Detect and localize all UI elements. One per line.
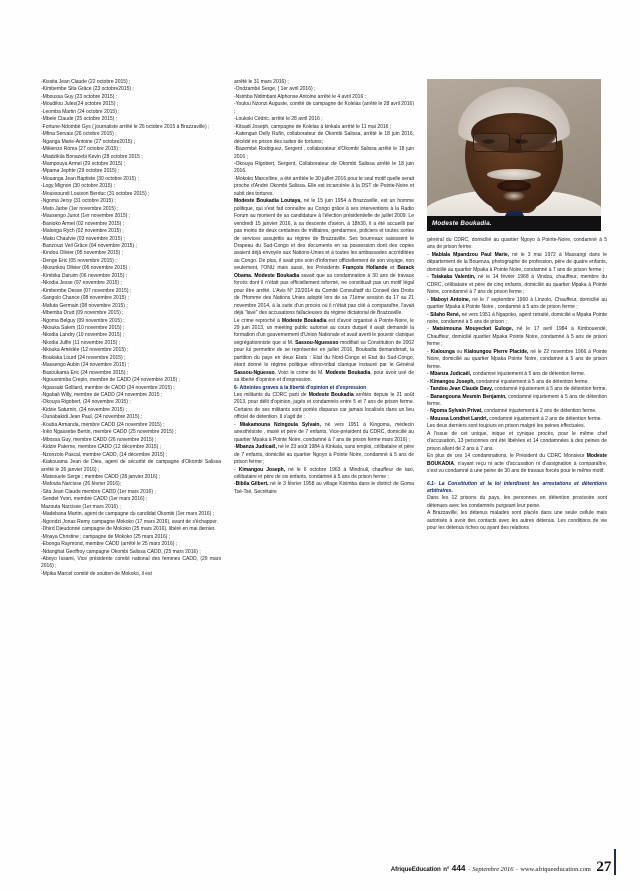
section-6-1-heading: 6.1- La Constitution et la loi interdisent les arrestations et détentions arbitraires. [427,480,607,494]
list-item: -Aboyo Issami, Vice présidente comité national des femmes CADD, (29 mars 2016) ; [41,556,221,570]
list-item: -Boukaka Lourd (24 novembre 2015) ; [41,354,126,361]
list-item: -Kidzie Saturnin, (24 novembre 2015) ; [41,406,127,413]
list-item: -Mokoko Marcelline, a été arrêtée le 30 juillet 2016 pour le seul motif quelle serait proche d'André Okombi Salissa. Elle est incarcérée à la DST de Pointe-Noire et subit des tortures. [234,175,414,197]
article-columns [41,79,607,851]
list-item: -Kimbembe Sita Grâce (23 octobre2015) ; [41,86,134,93]
list-item: -Ngouonimba Crepin, membre de CADD (24 novembre 2015) ; [41,377,180,384]
list-item: -Bazembé Rodriguez, Sergent , collaborateur d'Okombi Salissa arrêté le 18 juin 2016 ; [234,146,414,160]
bold-name: Modeste Boukadia [281,317,327,324]
militant-entry: - Tsiakaka Valentin, né le 14 février 1968 à Vindza, chauffeur, membre du CDRC, célibataire et père de cinq enfants, domicilié au quartier Mpaka à Pointe Noire, conndamné à 7 ans de prison ferme ; [427,274,607,296]
footer-publication: AfriqueEducation [390,866,441,873]
list-item: -Nkounkou Olivier (06 novembre 2015) ; [41,265,130,272]
closing-paragraph-3: En plus de ces 14 condamnations, le Président du CDRC Monsieur Modeste BOUKADIA, n'ayant reçu ni acte d'accusation ni d'assignation à comparaître, s'est vu condamné à une peine de 30 ans de travaux forcés pour le même motif. [427,453,607,475]
list-item: -Ngassaki Golliard, membre de CADD (24 novembre 2015) ; [41,384,175,391]
list-item: -Ngoma Belguy (09 novembre 2015) ; [41,317,125,324]
list-item: arrêté le 31 mars 2016) ; [234,79,289,85]
photo-caption: Modeste Boukadia. [432,219,492,227]
photo-chin-beard [503,191,525,201]
footer-sep-1: - [467,867,470,873]
bold-name: Barack Obama. Modeste Boukadia [234,265,414,279]
list-item: -Okouya Rigobert, Sergent, Collaborateur de Okombi Salissa arrêté le 18 juin 2016. [234,160,414,175]
list-item: -Massengo Junot (1er novembre 2015) ; [41,213,131,220]
list-item: -Ondzambé Serge, ( 1er avril 2016) ; [234,86,316,93]
list-item: -Mpama Jephte (29 octobre 2015) ; [41,168,120,175]
list-item: -Mbossa Guy, membre CADD (26 novembre 2015) ; [41,436,157,443]
list-item: -Ngabali Willy, membre de CADD (24 novembre 2015 ; [41,392,163,399]
photo-caption-bar [427,216,601,231]
photo-lens-left [473,133,510,152]
list-item: -Sendet Yvon, membre CADD (1er mars 2016) ; [41,496,148,503]
bold-name: Ngoma Sylvain Privat, [430,408,483,415]
list-item: -Kouba Armanda, membre CADD (24 novembre 2015) ; [41,421,165,428]
militant-entry: - Moussa Londhet Landri, condamné injustement à 2 ans de détention ferme. [427,415,602,422]
section-6-1-paragraph-2: A Brazzaville, les détenus malades sont placés dans une seule cellule mais autorisés à avoir des contacts avec les autres détenus. Les conditions de vie pour les détenus riches ou ayant des relations [427,510,607,532]
list-item: -Moussoundi Louison Berduc (31 octobre 2015) ; [41,190,150,197]
list-item: -Ngoma Jersy (31 octobre 2015) ; [41,198,116,205]
footer-page-number: 27 [596,859,612,875]
list-item: -Dhird Dieudonné campagne de Mokoko (25 mars 2016), libéré en mai dernier. [41,526,216,533]
list-item: -Banzouzi Veil Grâce (04 novembre 2015) ; [41,242,137,249]
bold-name: Kimangou Joseph, [430,378,475,385]
militant-entry: -Mbanza Judicaël, né le 23 août 1984 à Kinkala, sans emploi, célibataire et père de 7 enfants, domicilié au quartier Ngoyo à Pointe Noire, condamné à 5 ans de prison ferme ; [234,444,414,466]
bold-name: Tandou Jean Claude Davy, [430,386,493,393]
boukadia-crime-paragraph: Le crime reproché à Modeste Boukadia est d'avoir organisé à Pointe-Noire, le 29 juin 2013, un meeting public autorisé au cours duquel il avait demandé la formation d'un gouvernement d'Union Nationale et avait averti le pouvoir clanique ségrégationniste que si M. Sassou-Nguessso modifiait sa Constitution de 2002 pour lui permettre de se représenter en juillet 2016, Boukadia demanderait, la partition du pays en deux Etats : Etat du Nord-Congo et Etat du Sud-Congo, étant donné le régime politique ethno-tribal clanique instauré par le Général Sassou-Nguesso. Voici le crime de M. Modeste Boukadia, pour avoir usé de sa liberté d'opinion et d'expression. [234,317,414,384]
list-item: -Nkouka Salem (10 novembre 2015) ; [41,324,125,331]
portrait-photo [427,79,601,231]
list-item: -Youlou Nzonzi Auguste, comité de campagne de Kolelas (arrêté le 28 avril 2016) ; [234,101,414,115]
list-item: -Banioko Armel (02 novembre 2015) ; [41,220,125,227]
militant-entry: - Ngoma Sylvain Privat, condamné injustement à 2 ans de détention ferme. [427,408,597,415]
militant-entry: - Kimangou Joseph, né le 6 octobre 1963 à Mindouli, chauffeur de taxi, célibataire et père de six enfants, condamné à 5 ans de prison ferme ; [234,466,414,481]
list-item: -Denge Eric (05 novembre 2015) ; [41,257,117,264]
bold-name: Modeste Boukadia [325,369,371,376]
list-item: -Leomba Martin (24 octobre 2015) ; [41,108,120,115]
photo-block [427,79,601,231]
bold-name: Silaho René, [430,311,461,318]
list-item: -Kindou Olivier (05 novembre 2015) ; [41,250,123,257]
list-item: -Kimbika Daruim (06 novembre 2015) ; [41,272,128,279]
militant-entry: - Mabiala Mpandzou Paul Marie, né le 3 mai 1972 à Massangi dans le département de la Bouenza, photographe de profession, père de quatre enfants, domicilié au quartier Mpaka à Pointe Noire, condamné à 7 ans de prison ferme ; [427,251,607,273]
list-item: -Mboussa Guy (23 octobre 2015) : [41,93,118,100]
list-item: -Nganga Marie-Antoine (27 octobre2015) ; [41,138,135,145]
list-item: -Nsimba Nidimbani Alphonse Antoine arrêté le 4 avril 2016 : [234,93,367,100]
bold-name: Kialoungou Pierre Placide, [464,348,529,355]
closing-paragraph-1: Les deux derniers sont toujours en prison malgré les peines effectuées. [427,423,586,430]
footer-sep-2: - [515,867,518,873]
militant-entry: - Maboyi Antoine, né le 7 septembre 1960 à Linzolo, Chauffeur, domicilié au quartier Mpaka à Pointe Noire , condamné à 5 ans de prison ferme ; [427,296,607,311]
bold-name: Banangouna Mesmin Benjamin, [430,393,507,400]
closing-paragraph-2: A l'issue de cet unique, inique et cynique procès, pour le même chef d'accusation, 13 personnes ont été libérées et 14 condamnées à des peines de prison allant de 2 ans à 7 ans. [427,430,607,452]
list-item: -Kimbembe Desse (07 novembre 2015) ; [41,287,132,294]
list-item: -Ndanghat Geoffroy campagne Okombi Salissa CADD, (25 mars 2016) ; [41,548,201,555]
list-item: -Moudilou Jules(24 octobre 2015) ; [41,101,119,108]
footer-website: www.afriqueeducation.com [520,866,591,873]
list-item: -Kissita Jean Claude (22 octobre 2015) ; [41,79,131,85]
militant-entry: -Bibila Gilbert, né le 3 février 1958 au village Kivimba dans le district de Goma Tsé-Tsé, Secrétaire [234,481,414,495]
bold-name: Modeste BOUKADIA [427,453,607,467]
list-item: -Mato Jarbe (1er novembre 2015) ; [41,205,119,212]
section-6-intro: Les militants du CDRC parti de Modeste Boukadia arrêtés depuis le 21 août 2013, pour délit d'opinion, jugés et condamnés entre 5 et 7 ans de prison ferme. Certains de ses militants sont portés disparus car jamais localisés dans un lieu officiel de détention. Il s'agit de : [234,392,414,421]
militant-entry: - Silaho René, né vers 1951 à Ngapoko, agent retraité, domicilié a Mpaka Pointe noire, condamné à 5 ans de prison ; [427,311,607,325]
list-item: -Loukoki Cédric, arrêté le 28 avril 2016 ; [234,116,323,123]
list-item: -Kitsadi Joseph, campagne de Kolelas à kinkala arrêté le 11 mai 2016 ; [234,123,392,130]
list-item: -Mbemba Drud (09 novembre 2015) ; [41,310,124,317]
list-item: -Nkodia Landry (10 novembre 2015) ; [41,332,125,339]
footer-issue-label: n° [443,866,450,873]
bold-name: Bibila Gilbert, [235,481,269,488]
section-6-1-paragraph-1: Dans les 12 prisons du pays, les personnes en détention provisoire sont détenues avec les condamnés purgeant leur peine. [427,495,607,509]
list-item: -Kidzie Paterne, membre CADD (12 décembre 2015) ; [41,444,162,451]
militant-entry: - Kialounga ou Kialoungou Pierre Placide, né le 22 novembre 1966 à Pointe Noire, domicilié au quartier Mpaka Pointe Noire, condamné à 5 ans de prison ferme. [427,348,607,370]
list-item: -Nkouka Amédée (12 novembre 2015) ; [41,347,129,354]
list-item: -Mafuta Germain (08 novembre 2015) ; [41,302,128,309]
column-3 [427,79,607,851]
page-footer [41,853,616,875]
bold-name: Tsiakaka Valentin, [431,274,476,281]
list-item: -Mpika Marcel comité de soutien de Mokoko, il est [41,570,152,577]
list-item: -Fortune-Ndombè Gys ( journaliste arrêté le 26 octobre 2015 à Brazzaville) ; [41,123,210,130]
photo-mustache [487,169,541,180]
list-item: -Mikienzo Roma (27 octobre 2015) ; [41,146,121,153]
list-item: -Maku Chaulvie (03 novembre 2015) ; [41,235,125,242]
bold-name: Kialounga [430,348,455,355]
list-item: -Mampouya Armel (29 octobre 2015) ; [41,160,126,167]
photo-lens-right [520,133,557,152]
boukadia-biography: Modeste Boukadia Loutaya, né le 15 juin 1954 à Brazzaville, est un homme politique, qui s'est fait connaître au Congo grâce à ses interventions à la Radio Forum au moment de sa candidature à l'élection présidentielle de juillet 2009. Le vendredi 15 janvier 2016, à sa descente d'avion, à 18h30, il a été accueilli par pas moins de deux centaines de militaires, gendarmes, policiers et toutes sortes de services assujettis au régime de Brazzaville. Ses bourreaux saisissent le Drapeau du Sud-Congo et des documents en sa possession dont des copies avaient déjà envoyés aux Nations-Unies et à toutes les ambassades accréditées au Congo. De plus, il avait pris soin d'informer officiellement de son voyage, non seulement, l'ONU mais aussi, les Présidents François Hollande et Barack Obama. Modeste Boukadia savait que sa condamnation à 30 ans de travaux forcés dont il n'était pas officiellement informé, ne constituait pas un motif légal pour être arrêté. L'Avis N° 22/2014 du Comité Consultatif du Conseil des Droits de l'Homme des Nations Unies adopté lors de sa 71ème session du 17 au 21 novembre 2014, à la suite d'un procès où il n'était pas cité à comparaître, l'avait déjà "lavé" des accusations fallacieuses du régime dictatorial de Brazzaville. [234,198,414,317]
bold-name: Kimangou Joseph, [238,466,286,473]
militant-entry: - Banangouna Mesmin Benjamin, condamné injustement à 5 ans de détention ferme. [427,393,607,407]
militant-entry: - Tandou Jean Claude Davy, condamné injustement à 5 ans de détention ferme. [427,386,607,393]
militant-entry: - Miakamouna Nzingoula Sylvain, né vers 1951 à Kingoma, médecin anesthésiste , marié et père de 7 enfants, Vice-président du CDRC, domicilié au quartier Mpaka à Pointe Noire, condamné à 7 ans de prison ferme mars 2016) ; [234,421,414,443]
bold-name: Sassou-Nguesso [234,369,275,376]
bold-name: Sassou-Nguessso [295,339,339,346]
list-item: -Mfina Servais (26 octobre 2015) ; [41,131,117,138]
list-item: -Sita Jean Claude membre CADD (1er mars 2016) ; [41,488,156,495]
list-item: -Logy Mignon (30 octobre 2015) ; [41,183,115,190]
list-item: -Miadzikila Bonazebi Kevin (28 octobre 2015 ; [41,153,143,160]
bold-name: Maboyi Antoine, [430,296,471,303]
footer-date: Septembre 2016 [472,866,514,873]
bold-name: Modeste Boukadia [308,392,354,399]
bold-name: Moussa Londhet Landri, [430,415,488,422]
column-1 [41,79,221,851]
bold-name: François Hollande [342,265,388,272]
bold-name: Matsimouna Mouyecket Euloge, [432,326,514,333]
bold-name: Mabiala Mpandzou Paul Marie, [431,251,510,258]
list-item: -Ounabakidi Jean Paul, (24 novembre 2015) ; [41,414,143,421]
footer-issue-number: 444 [451,864,466,873]
list-item: -Mouanga Jean Baptiste (30 octobre 2015) ; [41,175,139,182]
list-item: -Nkodia Julfin (11 novembre 2015) ; [41,339,121,346]
list-item: -Mbele Claude (25 octobre 2015) ; [41,116,118,123]
list-item: -Nzonzolo Pascal, membre CADD, (14 décembre 2015) ; [41,451,168,458]
list-item: -Basoukama Eric (24 novembre 2015) ; [41,369,129,376]
list-item: -Sangolo Chance (08 novembre 2015) ; [41,295,129,302]
list-item: -Mafouta Narcisse (26 février 2016); [41,481,122,488]
bold-name: Miakamouna Nzingoula Sylvain, [239,421,321,428]
list-item: -Moaya Christine ; campagne de Mokoko (25 mars 2016) ; [41,533,171,540]
photo-glasses-bridge [509,139,521,140]
section-6-heading: 6- Atteintes graves à la liberté d'opinion et d'expression [234,384,367,391]
bold-name: Mbanza Judicaël, [430,371,472,378]
list-item: Mazouta Narcisse (1er mars 2016) ; [41,503,121,510]
list-item: -Matsouele Serge ; membre CADD (28 janvier 2016) ; [41,474,161,481]
list-item: -Katengué Delly Rufin, collaborateur de Okombi Salissa, arrêté le 18 juin 2016, décédé en prison des suites de tortures; [234,131,414,145]
list-item: -Okouya Rigobert, (24 novembre 2015) ; [41,399,131,406]
footer-rule [614,849,616,875]
militant-entry: - Mbanza Judicaël, condamné injustement à 5 ans de détention ferme. [427,371,586,378]
column3-continuation: général du CDRC, domicilié au quartier Ngoyo à Pointe-Noire, condamné à 5 ans de prison ferme. [427,237,607,251]
list-item: -Malonga Rych (02 novembre 2015) ; [41,228,124,235]
column-2 [234,79,414,851]
list-item: -Ngondzi Jonas Remy campagne Mokoko (17 mars 2016), avant de s'échapper. [41,518,218,525]
list-item: -Ebonga Raymond, membre CADD (arrêté le 25 mars 2016) ; [41,541,178,548]
list-item: -Kiakouama Jean de Dieu, agent de sécurité de campagne d'Okombi Salissa arrêté le 26 janvier 2016) ; [41,459,221,473]
list-item: -Madebana Martin, agent de campagne du candidat Okombi (1er mars 2016) ; [41,511,215,518]
militant-entry: - Matsimouna Mouyecket Euloge, né le 17 avril 1984 à Kimbouendé, Chauffeur, domicilié quartier Mpaka Pointe Noire, condamné à 5 ans de prison ferme ; [427,326,607,348]
list-item: -Inko Ngassebe Bertin, membre CADD (25 novembre 2015) ; [41,429,177,436]
list-item: -Massengo Aubin (24 novembre 2015) ; [41,362,129,369]
list-item: -Nkodia Jesse (07 novembre 2015) ; [41,280,122,287]
photo-eyeglasses [471,133,559,150]
militant-entry: - Kimangou Joseph, condamné injustement à 5 ans de détention ferme. [427,378,589,385]
footer-inner [391,860,612,875]
bold-name: Mbanza Judicaël, [235,444,277,451]
bold-name: Modeste Boukadia Loutaya, [234,198,302,205]
